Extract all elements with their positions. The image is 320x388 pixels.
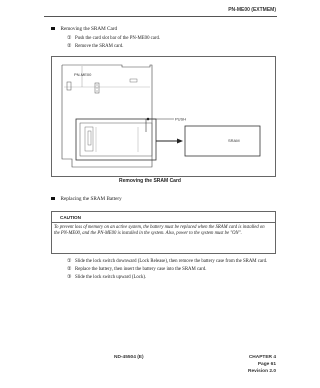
caution-line: To prevent loss of memory on an active system, the battery must be replaced when the SRAM card is installed on: [54, 225, 265, 230]
step-text: Slide the lock switch upward (Lock).: [75, 275, 147, 280]
step-text: Push the card slot bar of the PN-ME00 card.: [75, 36, 161, 41]
arrow-head-icon: [177, 139, 183, 144]
step-text: Remove the SRAM card.: [75, 44, 124, 49]
caution-box: [51, 211, 276, 254]
section-heading-battery: [51, 196, 122, 202]
step-number: ②: [67, 267, 72, 272]
step-2: [67, 44, 124, 49]
component: [130, 79, 137, 82]
section-heading-text: Replacing the SRAM Battery: [60, 196, 122, 202]
bullet-square-icon: [51, 27, 55, 31]
step-number: ①: [67, 259, 72, 264]
sram-label: SRAM: [228, 138, 240, 143]
section-heading-remove: [51, 26, 117, 32]
step-text: Replace the battery, then insert the battery case into the SRAM card.: [75, 267, 207, 272]
push-point: [147, 118, 150, 121]
component: [67, 82, 71, 90]
step-number: ②: [67, 44, 72, 49]
figure-frame: [51, 56, 276, 177]
push-label: PUSH: [175, 116, 187, 122]
sram-card-diagram: [52, 57, 275, 176]
caution-line: the PN-ME00, and the PN-ME00 is installed in the system. Also, power to the system must be "ON".: [54, 231, 242, 237]
footer-revision: Revision 2.0: [248, 369, 276, 374]
figure-caption: Removing the SRAM Card: [119, 178, 181, 184]
running-header: PN-ME00 (EXTMEM): [228, 7, 276, 13]
battery-step-3: [67, 275, 146, 280]
section-heading-text: Removing the SRAM Card: [60, 26, 118, 32]
step-1: [67, 36, 160, 41]
caution-divider: [52, 222, 275, 223]
caution-title: CAUTION: [60, 215, 81, 220]
battery-step-1: [67, 259, 267, 264]
footer-chapter: CHAPTER 4: [248, 355, 276, 360]
step-text: Slide the lock switch downward (Lock Release), then remove the battery case from the SRAM card.: [75, 259, 268, 264]
bullet-square-icon: [51, 197, 55, 201]
board-outline: [62, 65, 152, 167]
battery-step-2: [67, 267, 206, 272]
header-rule: [44, 16, 277, 17]
board-label: PN-ME00: [74, 72, 92, 77]
footer-doc-id: ND-45504 (E): [114, 355, 144, 360]
footer-page: Page 61: [257, 362, 276, 367]
caution-text: [54, 225, 272, 238]
step-number: ①: [67, 36, 72, 41]
sram-card: [185, 126, 260, 156]
step-number: ③: [67, 275, 72, 280]
